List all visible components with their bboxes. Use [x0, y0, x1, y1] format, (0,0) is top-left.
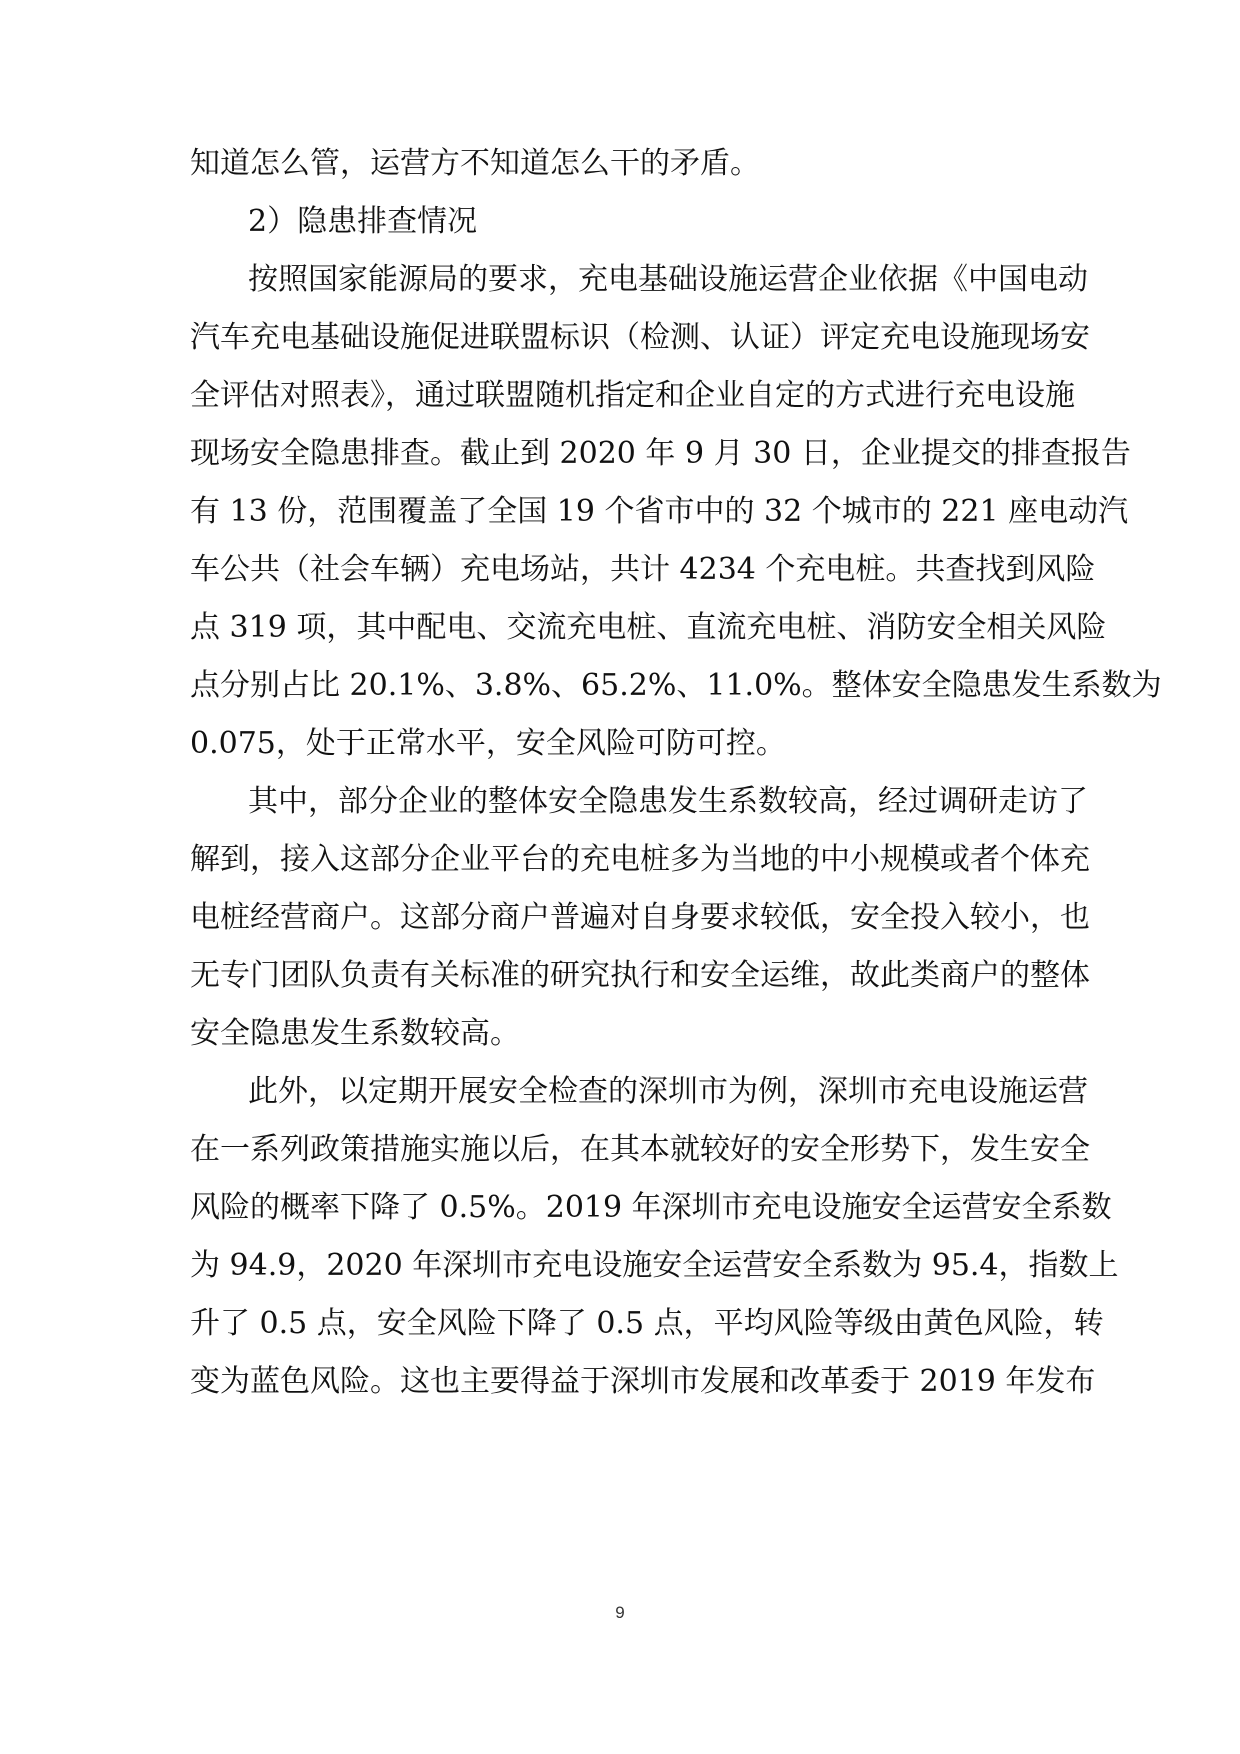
text-line: 现场安全隐患排查。截止到 2020 年 9 月 30 日，企业提交的排查报告 [190, 436, 1131, 471]
text-line: 升了 0.5 点，安全风险下降了 0.5 点，平均风险等级由黄色风险，转 [190, 1306, 1104, 1341]
text-line: 解到，接入这部分企业平台的充电桩多为当地的中小规模或者个体充 [190, 842, 1090, 877]
text-line: 点 319 项，其中配电、交流充电桩、直流充电桩、消防安全相关风险 [190, 610, 1107, 645]
text-line: 其中，部分企业的整体安全隐患发生系数较高，经过调研走访了 [248, 784, 1088, 819]
text-line: 为 94.9，2020 年深圳市充电设施安全运营安全系数为 95.4，指数上 [190, 1248, 1119, 1283]
text-line: 全评估对照表》，通过联盟随机指定和企业自定的方式进行充电设施 [190, 378, 1075, 413]
text-line: 在一系列政策措施实施以后，在其本就较好的安全形势下，发生安全 [190, 1132, 1090, 1167]
text-line: 汽车充电基础设施促进联盟标识（检测、认证）评定充电设施现场安 [190, 320, 1090, 355]
text-line: 变为蓝色风险。这也主要得益于深圳市发展和改革委于 2019 年发布 [190, 1364, 1096, 1399]
text-line: 按照国家能源局的要求，充电基础设施运营企业依据《中国电动 [248, 262, 1088, 297]
text-line: 车公共（社会车辆）充电场站，共计 4234 个充电桩。共查找到风险 [190, 552, 1096, 587]
text-line: 有 13 份，范围覆盖了全国 19 个省市中的 32 个城市的 221 座电动汽 [190, 494, 1129, 529]
text-line: 0.075，处于正常水平，安全风险可防可控。 [190, 726, 786, 761]
text-line: 此外，以定期开展安全检查的深圳市为例，深圳市充电设施运营 [248, 1074, 1088, 1109]
text-line: 安全隐患发生系数较高。 [190, 1016, 520, 1051]
text-line: 无专门团队负责有关标准的研究执行和安全运维，故此类商户的整体 [190, 958, 1090, 993]
text-line: 点分别占比 20.1%、3.8%、65.2%、11.0%。整体安全隐患发生系数为 [190, 668, 1162, 703]
page-number: 9 [615, 1603, 625, 1622]
text-line: 风险的概率下降了 0.5%。2019 年深圳市充电设施安全运营安全系数 [190, 1190, 1112, 1225]
section-heading: 2）隐患排查情况 [248, 204, 478, 239]
text-line: 知道怎么管，运营方不知道怎么干的矛盾。 [190, 146, 760, 181]
text-line: 电桩经营商户。这部分商户普遍对自身要求较低，安全投入较小，也 [190, 900, 1090, 935]
